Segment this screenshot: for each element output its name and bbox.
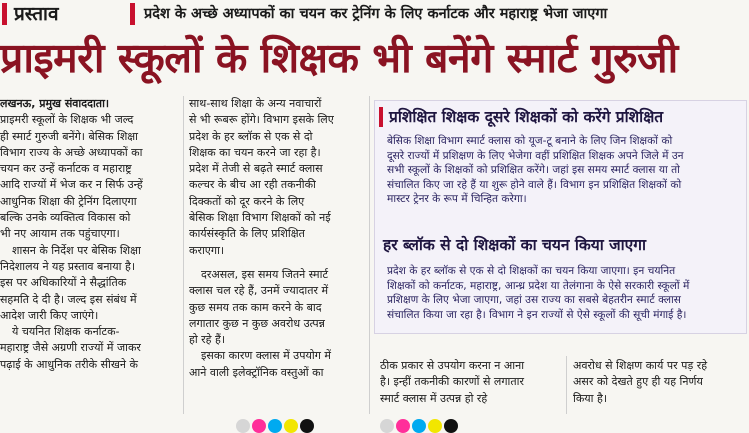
- dateline: लखनऊ, प्रमुख संवाददाता।: [0, 97, 110, 110]
- column-line: आदि राज्यों में भेज कर न सिर्फ उन्हें: [0, 178, 143, 192]
- column-line: दरअसल, इस समय जितने स्मार्ट: [201, 267, 328, 281]
- article-column-1: [0, 96, 176, 373]
- column-line: आदेश जारी किए जाएंगे।: [0, 308, 99, 322]
- register-dot: [284, 419, 298, 433]
- column-line: बेसिक शिक्षा विभाग शिक्षकों को नई: [189, 211, 331, 225]
- column-line: चयन कर उन्हें कर्नाटक व महाराष्ट्र: [0, 162, 132, 176]
- column-line: ठीक प्रकार से उपयोग करना न आना: [380, 359, 525, 372]
- column-line: ये चयनित शिक्षक कर्नाटक-: [12, 325, 120, 339]
- column-line: पढ़ाई के आधुनिक तरीके सीखने के: [0, 357, 138, 371]
- sidebar-info-box: [374, 100, 747, 334]
- column-line: साथ-साथ शिक्षा के अन्य नवाचारों: [189, 97, 322, 110]
- box-line: मास्टर ट्रेनर के रूप में चिन्हित करेगा।: [387, 193, 527, 205]
- article-column-3: [380, 358, 560, 407]
- box-line: संचालित किए जा रहे हैं या शुरू होने वाले हैं। विभाग इन प्रशिक्षित शिक्षकों को: [387, 178, 682, 191]
- column-line: विभाग राज्य के अच्छे अध्यापकों का: [0, 145, 143, 159]
- column-line: स्मार्ट क्लास में उत्पन्न हो रहे: [380, 391, 488, 405]
- register-dot: [268, 419, 282, 433]
- column-line: निदेशालय ने यह प्रस्ताव बनाया है।: [0, 259, 136, 273]
- column-line: किया है।: [573, 391, 608, 405]
- print-register-strip: [0, 416, 749, 432]
- column-divider: [183, 96, 184, 414]
- box-line: संचालित किया जा रहा है। विभाग ने इन राज्यों से ऐसे स्कूलों की सूची मंगाई है।: [387, 308, 687, 321]
- column-line: प्रदेश में तेजी से बढ़ते स्मार्ट क्लास: [189, 162, 323, 176]
- column-line: अवरोध से शिक्षण कार्य पर पड़ रहे: [573, 359, 708, 372]
- column-line: है। इन्हीं तकनीकी कारणों से लगातार: [380, 375, 524, 389]
- column-line: कराएगा।: [189, 243, 225, 257]
- column-line: बल्कि उनके व्यक्तित्व विकास को: [0, 211, 131, 225]
- box-paragraph-2: [387, 264, 743, 322]
- column-line: आने वाली इलेक्ट्रॉनिक वस्तुओं का: [189, 365, 324, 379]
- box-line: प्रदेश के हर ब्लॉक से एक से दो शिक्षकों का चयन किया जाएगा। इन चयनित: [387, 265, 676, 277]
- column-line: हो रहे हैं।: [189, 333, 226, 347]
- column-line: शिक्षक का चयन करने जा रहा है।: [189, 145, 321, 159]
- column-line: महाराष्ट्र जैसे अग्रणी राज्यों में जाकर: [0, 341, 141, 355]
- kicker-separator-bar: [130, 3, 135, 25]
- register-dot: [300, 419, 314, 433]
- register-dot: [396, 419, 410, 433]
- column-line: सहमति दे दी है। जल्द इस संबंध में: [0, 292, 137, 306]
- kicker-subheadline: प्रदेश के अच्छे अध्यापकों का चयन कर ट्रेनिंग के लिए कर्नाटक और महाराष्ट्र भेजा जाएगा: [144, 6, 608, 22]
- column-line: प्राइमरी स्कूलों के शिक्षक भी जल्द: [0, 113, 134, 127]
- column-divider: [369, 96, 370, 414]
- column-line: क्लास चल रहे हैं, उनमें ज्यादातर में: [189, 284, 329, 298]
- box-heading-2: हर ब्लॉक से दो शिक्षकों का चयन किया जाएगा: [383, 236, 646, 254]
- box-heading-accent: [379, 107, 383, 127]
- column-line: असर को देखते हुए ही यह निर्णय: [573, 375, 703, 389]
- column-line: भी नए आयाम तक पहुंचाएगा।: [0, 227, 120, 241]
- box-paragraph-1: [387, 134, 743, 207]
- column-line: आधुनिक शिक्षा की ट्रेनिंग दिलाएगा: [0, 194, 137, 208]
- column-line: कुछ समय तक काम करने के बाद: [189, 300, 322, 314]
- column-line: इसका कारण क्लास में उपयोग में: [201, 349, 331, 363]
- register-dot: [252, 419, 266, 433]
- column-line: शासन के निर्देश पर बेसिक शिक्षा: [12, 243, 141, 257]
- box-line: प्रशिक्षण के लिए भेजा जाएगा, जहां उस राज्य का सबसे बेहतरीन स्मार्ट क्लास: [387, 294, 681, 306]
- kicker-accent-bar: [2, 3, 7, 25]
- article-column-4: [573, 358, 743, 407]
- main-headline: प्राइमरी स्कूलों के शिक्षक भी बनेंगे स्मार्ट गुरुजी: [0, 34, 678, 82]
- column-line: कल्चर के बीच आ रही तकनीकी: [189, 178, 316, 192]
- column-line: [189, 259, 365, 267]
- box-line: सभी स्कूलों के शिक्षकों को प्रशिक्षित करेंगे। जहां इस समय स्मार्ट क्लास या तो: [387, 164, 680, 176]
- register-dot: [444, 419, 458, 433]
- article-column-2: [189, 96, 365, 381]
- column-line: प्रदेश के हर ब्लॉक से एक से दो: [189, 129, 313, 143]
- column-line: इस पर अधिकारियों ने सैद्धांतिक: [0, 276, 127, 290]
- register-dot: [428, 419, 442, 433]
- kicker-strip: [0, 0, 749, 28]
- register-dot: [380, 419, 394, 433]
- box-heading-1: प्रशिक्षित शिक्षक दूसरे शिक्षकों को करेंगे प्रशिक्षित: [389, 108, 664, 126]
- column-line: ही स्मार्ट गुरुजी बनेंगे। बेसिक शिक्षा: [0, 129, 139, 143]
- column-line: कार्यसंस्कृति के लिए प्रशिक्षित: [189, 227, 305, 241]
- box-line: बेसिक शिक्षा विभाग स्मार्ट क्लास को यूज-टू बनाने के लिए जिन शिक्षकों को: [387, 135, 673, 147]
- column-line: लगातार कुछ न कुछ अवरोध उत्पन्न: [189, 316, 325, 330]
- box-line: दूसरे राज्यों में प्रशिक्षण के लिए भेजेगा वहीं प्रशिक्षित शिक्षक अपने जिले में उन: [387, 149, 684, 162]
- column-divider: [566, 356, 567, 414]
- column-line: से भी रूबरू होंगे। विभाग इसके लिए: [189, 113, 334, 127]
- column-line: दिक्कतों को दूर करने के लिए: [189, 194, 305, 208]
- kicker-label: प्रस्ताव: [14, 3, 59, 25]
- register-dot: [236, 419, 250, 433]
- register-dot: [412, 419, 426, 433]
- box-line: शिक्षकों को कर्नाटक, महाराष्ट्र, आन्ध्र प्रदेश या तेलंगाना के ऐसे सरकारी स्कूलों में: [387, 279, 690, 292]
